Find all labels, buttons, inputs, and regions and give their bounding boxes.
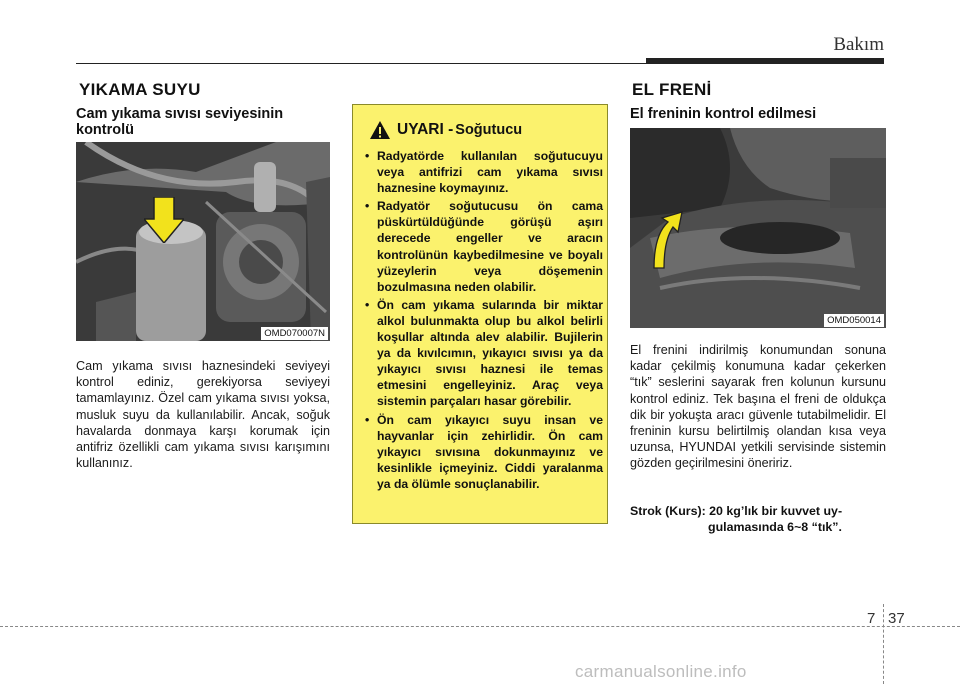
warning-list [365,148,603,494]
arrow-down-icon [144,197,184,243]
subtitle-parking-brake-check: El freninin kontrol edilmesi [630,106,817,122]
header-rule [76,63,646,64]
photo-code-washer: OMD070007N [261,327,328,340]
parking-brake-body-text: El frenini indirilmiş konumundan sonuna kadar çekilmiş konumuna kadar çekerken “tık” seslerini sayarak fren kolunun kursunu kontrol ediniz. Tek başına el freni de oldukça dik bir yokuşta aracı güvenle tutabilmelidir. El freninin kursu belirtilmiş olandan kısa veya uzunsa, HYUNDAI yetkili servisinde sistemin gözden geçirilmesini öneririz. [630,343,886,471]
warning-item: • Ön cam yıkama sularında bir miktar alkol bulunmakta olup bu alkol belirli koşullar altında alev alabilir. Bujilerin ya da kıvılcımın, yıkayıcı sıvısı ya da yıkayıcı sıvısı haznesi ile temas etmesini engelleyiniz. Araç veya sistemin parçaları hasar görebilir. [365,297,603,409]
warning-topic: Soğutucu [455,122,523,138]
washer-reservoir-photo [76,142,330,341]
warning-item: • Radyatör soğutucusu ön cama püskürtüldüğünde görüşü aşırı derecede engeller ve aracın kontrolünün kaybedilmesine ve boyalı yüzeylerin veya döşemenin bozulmasına neden olabilir. [365,199,603,294]
section-title-washer: YIKAMA SUYU [79,80,201,99]
chapter-number: 7 [867,610,876,627]
section-title-parking-brake: EL FRENİ [632,80,712,99]
stroke-spec [630,503,886,535]
running-header: Bakım [833,34,884,55]
warning-item: • Ön cam yıkayıcı suyu insan ve hayvanlar için zehirlidir. Ön cam yıkayıcı sıvısına dokunmayınız ve kesinlikle içmeyiniz. Ciddi yaralanma ya da ölümle sonuçlanabilir. [365,412,603,491]
footer-divider [883,604,884,684]
warning-triangle-icon [369,120,391,140]
warning-heading [369,120,522,140]
stroke-spec-line-2: gulamasında 6~8 “tık”. [708,520,842,534]
engine-bay-illustration [76,142,330,341]
warning-box-coolant [352,104,608,524]
stroke-spec-line-1: Strok (Kurs): 20 kg’lık bir kuvvet uy- [630,504,843,518]
watermark: carmanualsonline.info [575,662,747,681]
subtitle-washer-level: Cam yıkama sıvısı seviyesinin kontrolü [76,106,284,138]
washer-body-text: Cam yıkama sıvısı haznesindeki seviyeyi kontrol ediniz, gerekiyorsa seviyeyi tamamlayınız. Özel cam yıkama sıvısı yoksa, musluk suyu da kullanılabilir. Ancak, soğuk havalarda donmaya karşı korumak için antifriz özellikli cam yıkama sıvısı karışımını kullanınız. [76,359,330,471]
page-number: 37 [888,610,905,627]
footer-rule [0,626,960,627]
photo-code-brake: OMD050014 [824,314,884,327]
warning-label: UYARI - [397,121,454,138]
parking-brake-photo [630,128,886,328]
header-rule-accent [646,58,884,64]
arrow-curved-up-icon [648,210,684,270]
warning-item: • Radyatörde kullanılan soğutucuyu veya antifrizi cam yıkama sıvısı haznesine koymayınız. [365,149,603,196]
